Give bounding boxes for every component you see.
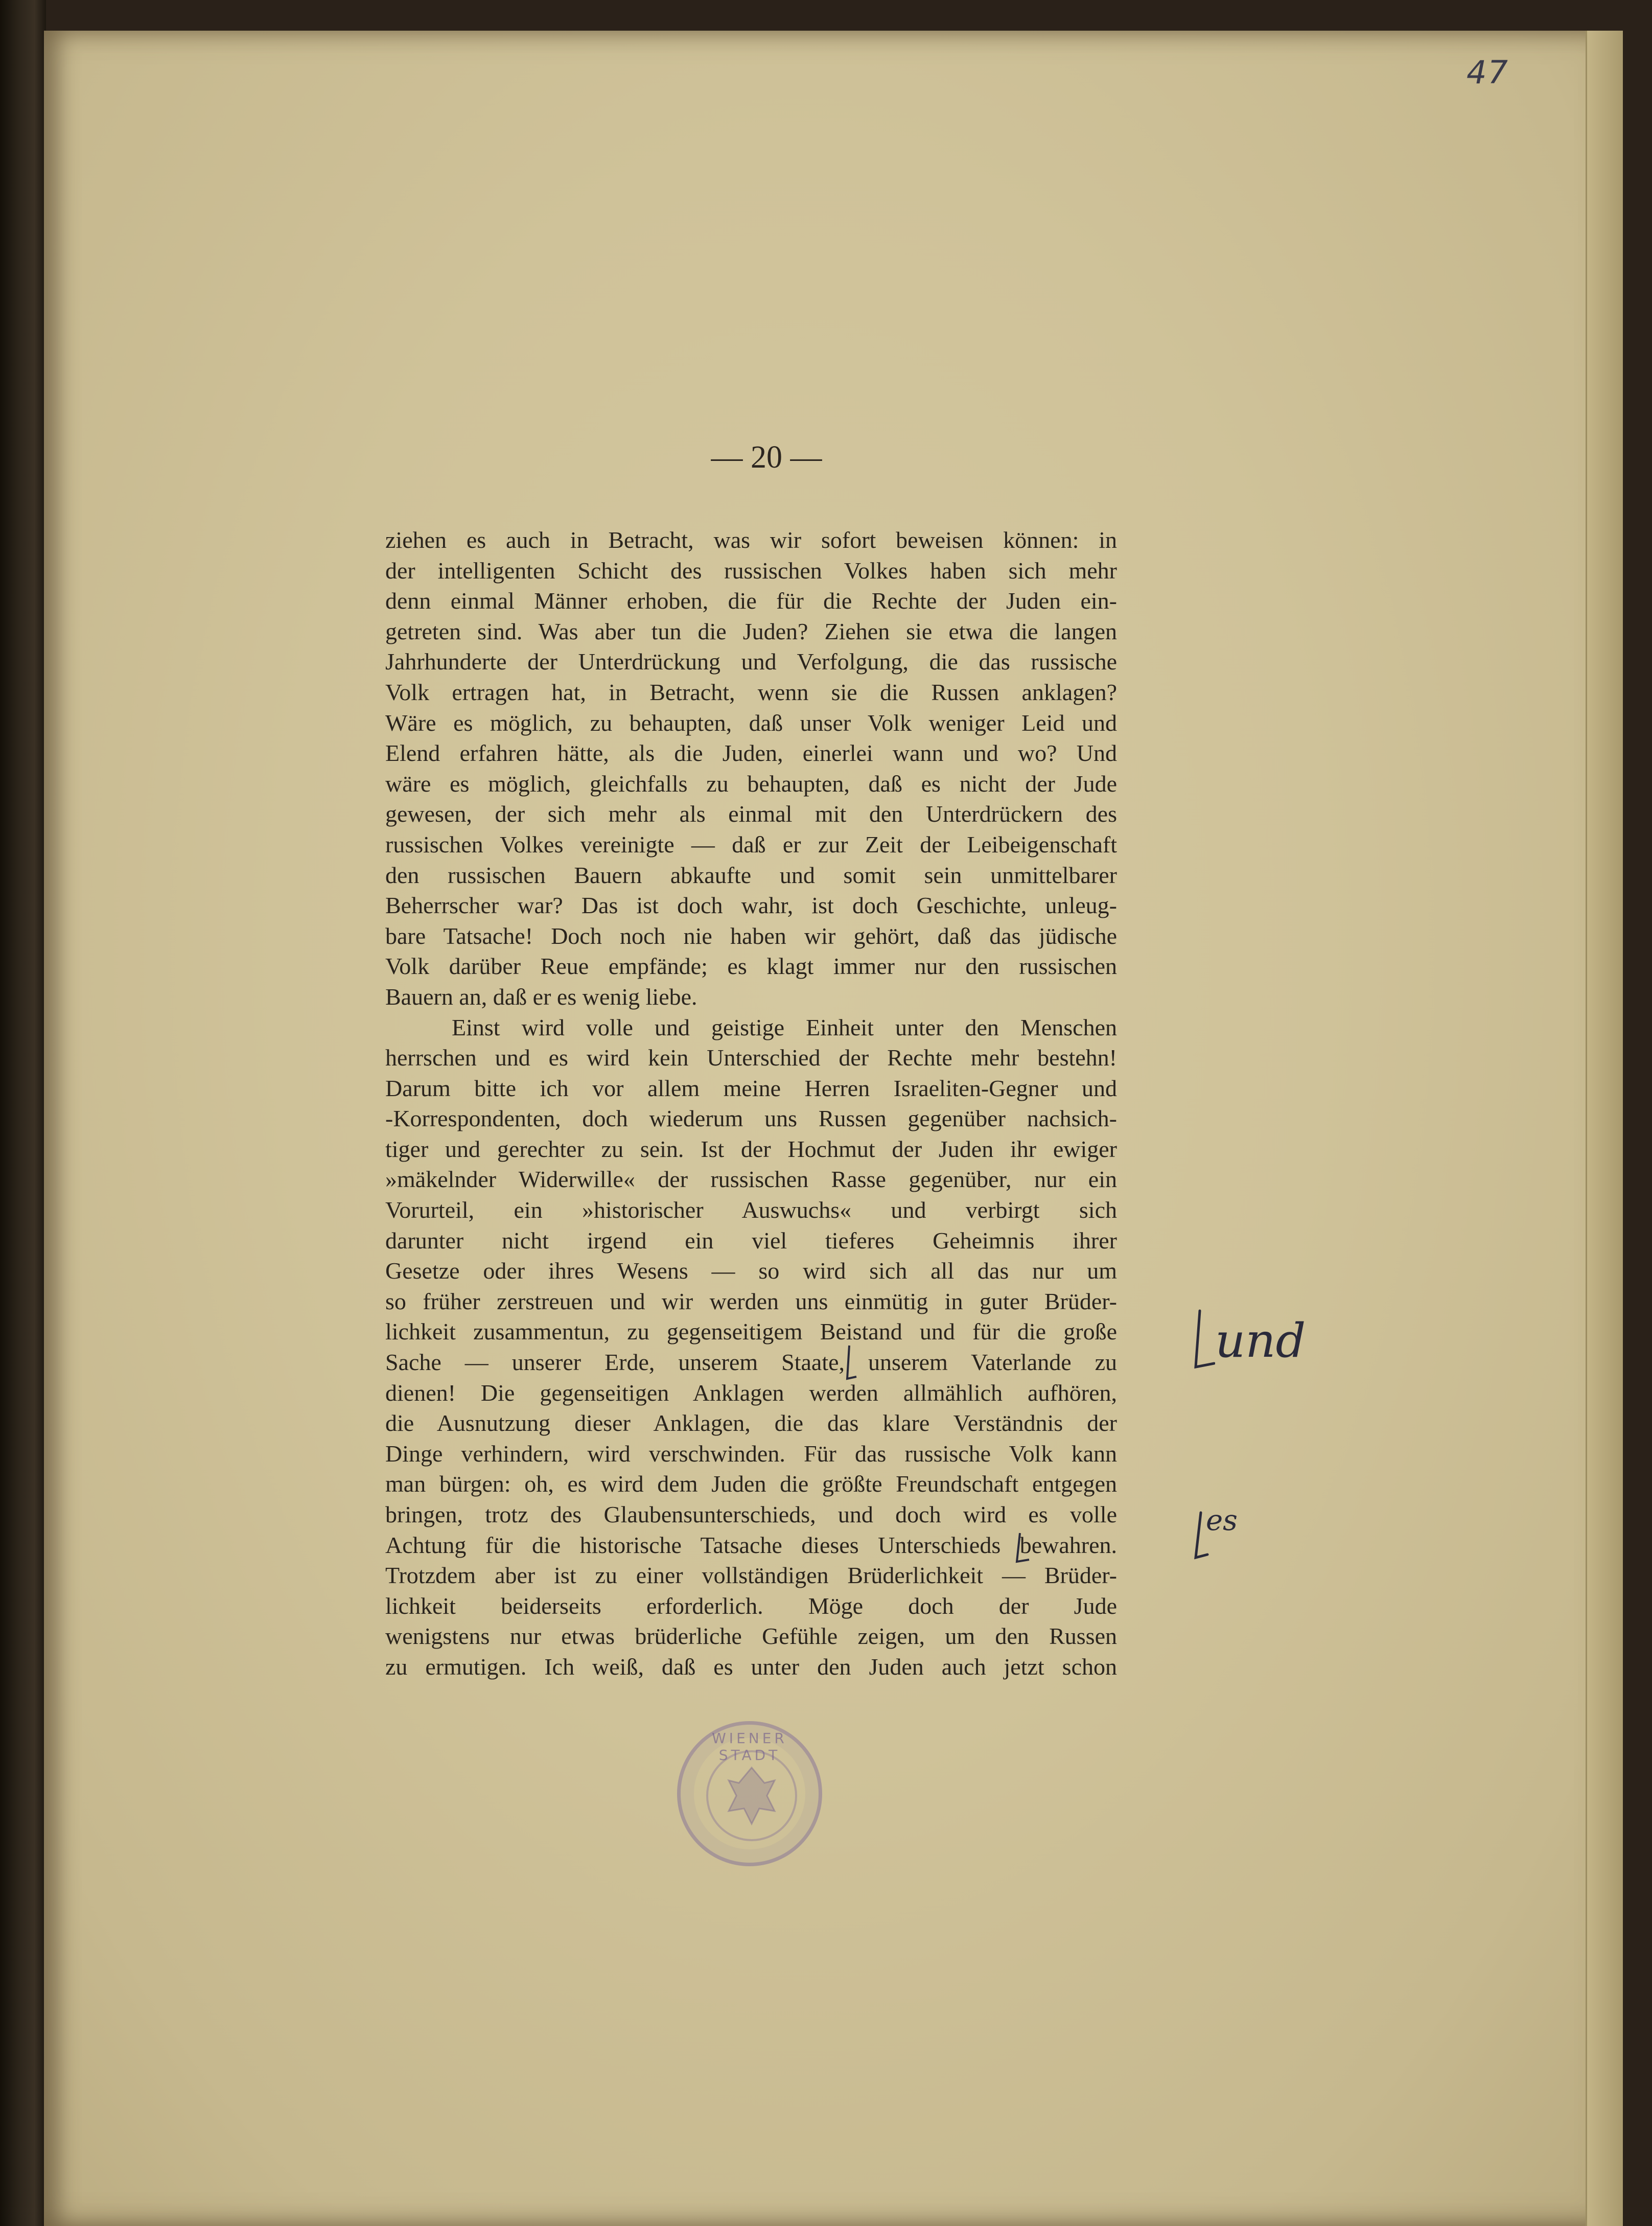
text-line: herrschen und es wird kein Unterschied der Rechte mehr bestehn!: [385, 1045, 1117, 1071]
margin-note-text: und: [1215, 1313, 1306, 1368]
text-line: tiger und gerechter zu sein. Ist der Hochmut der Juden ihr ewiger: [385, 1135, 1117, 1162]
text-line: wäre es möglich, gleichfalls zu behaupten, daß es nicht der Jude: [385, 770, 1117, 797]
insertion-mark-icon: [842, 1343, 857, 1384]
text-line: ziehen es auch in Betracht, was wir sofort beweisen können: in: [385, 527, 1117, 553]
stamp-text: WIENER STADT: [712, 1730, 787, 1764]
text-line: Sache — unserer Erde, unserem Staate, unserem Vaterlande zu: [385, 1349, 1117, 1376]
text-line: Achtung für die historische Tatsache dieses Unterschieds bewahren.: [385, 1532, 1117, 1558]
text-line: russischen Volkes vereinigte — daß er zur Zeit der Leibeigenschaft: [385, 831, 1117, 857]
text-line: zu ermutigen. Ich weiß, daß es unter den Juden auch jetzt schon: [385, 1653, 1117, 1680]
book-spine: [0, 0, 46, 2226]
text-line: Gesetze oder ihres Wesens — so wird sich all das nur um: [385, 1258, 1117, 1284]
margin-note-text: es: [1206, 1504, 1238, 1537]
text-line: der intelligenten Schicht des russischen Volkes haben sich mehr: [385, 557, 1117, 584]
text-line: lichkeit beiderseits erforderlich. Möge doch der Jude: [385, 1592, 1117, 1619]
text-line: Volk ertragen hat, in Betracht, wenn sie die Russen anklagen?: [385, 679, 1117, 705]
margin-note-es: [1184, 1497, 1287, 1574]
text-line: Bauern an, daß er es wenig liebe.: [385, 983, 697, 1010]
text-line: Volk darüber Reue empfände; es klagt immer nur den russischen: [385, 953, 1117, 980]
page-edge: [1586, 31, 1623, 2226]
handwritten-bracket-icon: [1184, 1298, 1215, 1375]
text-line: »mäkelnder Widerwille« der russischen Rasse gegenüber, nur ein: [385, 1166, 1117, 1193]
text-line: dienen! Die gegenseitigen Anklagen werden allmählich aufhören,: [385, 1379, 1117, 1406]
stamp-eagle-emblem: [706, 1750, 797, 1841]
text-line: die Ausnutzung dieser Anklagen, die das klare Verständnis der: [385, 1410, 1117, 1436]
text-line: Trotzdem aber ist zu einer vollständigen Brüderlichkeit — Brüder-: [385, 1562, 1117, 1589]
text-line: Einst wird volle und geistige Einheit unter den Menschen: [452, 1014, 1117, 1040]
page-number: — 20 —: [711, 440, 822, 475]
text-line: Wäre es möglich, zu behaupten, daß unser Volk weniger Leid und: [385, 709, 1117, 736]
text-line: -Korrespondenten, doch wiederum uns Russen gegenüber nachsich-: [385, 1105, 1117, 1132]
insertion-mark-icon: [1011, 1531, 1031, 1567]
text-line: Elend erfahren hätte, als die Juden, einerlei wann und wo? Und: [385, 740, 1117, 767]
text-line: den russischen Bauern abkaufte und somit sein unmittelbarer: [385, 862, 1117, 888]
text-line: Darum bitte ich vor allem meine Herren Israeliten-Gegner und: [385, 1075, 1117, 1101]
text-line: wenigstens nur etwas brüderliche Gefühle zeigen, um den Russen: [385, 1623, 1117, 1650]
body-text: [385, 525, 1117, 1682]
text-line: getreten sind. Was aber tun die Juden? Ziehen sie etwa die langen: [385, 618, 1117, 644]
margin-note-und: [1184, 1298, 1328, 1375]
text-line: Dinge verhindern, wird verschwinden. Für das russische Volk kann: [385, 1440, 1117, 1467]
text-line: bare Tatsache! Doch noch nie haben wir gehört, daß das jüdische: [385, 922, 1117, 949]
text-line: so früher zerstreuen und wir werden uns einmütig in guter Brüder-: [385, 1288, 1117, 1314]
text-line: Jahrhunderte der Unterdrückung und Verfolgung, die das russische: [385, 648, 1117, 675]
folio-number: 47: [1467, 54, 1509, 91]
library-stamp: [677, 1721, 822, 1866]
text-line: Beherrscher war? Das ist doch wahr, ist doch Geschichte, unleug-: [385, 892, 1117, 919]
text-line: man bürgen: oh, es wird dem Juden die größte Freundschaft entgegen: [385, 1471, 1117, 1497]
text-line: gewesen, der sich mehr als einmal mit den Unterdrückern des: [385, 801, 1117, 827]
text-line: Vorurteil, ein »historischer Auswuchs« und verbirgt sich: [385, 1197, 1117, 1223]
text-line: darunter nicht irgend ein viel tieferes Geheimnis ihrer: [385, 1227, 1117, 1254]
text-line: lichkeit zusammentun, zu gegenseitigem Beistand und für die große: [385, 1318, 1117, 1345]
text-line: denn einmal Männer erhoben, die für die Rechte der Juden ein-: [385, 588, 1117, 614]
text-line: bringen, trotz des Glaubensunterschieds, und doch wird es volle: [385, 1501, 1117, 1527]
